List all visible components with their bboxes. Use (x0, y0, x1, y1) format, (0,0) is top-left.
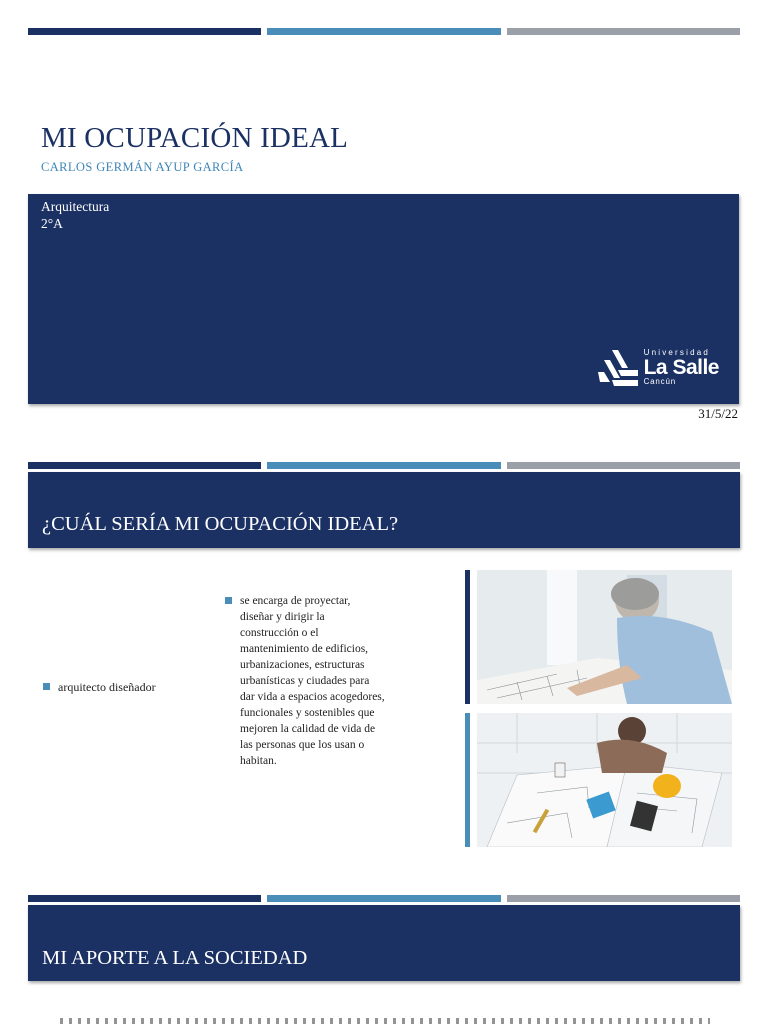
logo-top-text: Universidad (643, 348, 711, 357)
accent-bar-gray (507, 895, 740, 902)
career-text: Arquitectura (41, 199, 110, 214)
architect-drawing-photo (477, 570, 732, 704)
logo-city-text: Cancún (643, 377, 676, 386)
slide-date: 31/5/22 (698, 406, 738, 421)
bullet-occupation (43, 680, 156, 695)
accent-bar-navy (28, 28, 261, 35)
accent-bar-gray (507, 462, 740, 469)
lasalle-logo-icon (598, 350, 638, 386)
bullet-square-icon (225, 597, 232, 604)
slide2-accent-bars (28, 462, 740, 469)
bullet-text: se encarga de proyectar, diseñar y dirigir la construcción o el mantenimiento de edificios, urbanizaciones, estructuras urbanísticas y ciudades para dar vida a espacios acogedores, funcionales y sostenibles que mejoren la calidad de vida de las personas que los usan o habitan. (240, 595, 385, 767)
slide2-header (28, 472, 740, 548)
accent-bar-gray (507, 28, 740, 35)
logo-name-text: La Salle (643, 356, 719, 379)
accent-bar-blue (267, 462, 500, 469)
bullet-square-icon (43, 683, 50, 690)
slide2-title: ¿CUÁL SERÍA MI OCUPACIÓN IDEAL? (42, 513, 399, 535)
slide3-header (28, 905, 740, 981)
accent-bar-blue (267, 28, 500, 35)
title-panel (28, 194, 739, 404)
accent-bar-navy (28, 895, 261, 902)
architect-desk-photo (477, 713, 732, 847)
slide-title: MI OCUPACIÓN IDEAL (41, 122, 349, 154)
slide3-accent-bars (28, 895, 740, 902)
slide3-title: MI APORTE A LA SOCIEDAD (42, 947, 308, 969)
accent-bar-blue (267, 895, 500, 902)
cut-off-text-line (60, 1018, 710, 1024)
photo-accent-blue (465, 713, 470, 847)
slide-subtitle: CARLOS GERMÁN AYUP GARCÍA (41, 160, 244, 174)
university-logo (598, 349, 719, 386)
top-accent-bars (28, 28, 740, 35)
accent-bar-navy (28, 462, 261, 469)
bullet-text: arquitecto diseñador (58, 680, 156, 694)
bullet-description (225, 593, 385, 769)
photo-accent-navy (465, 570, 470, 704)
group-text: 2°A (41, 216, 63, 231)
